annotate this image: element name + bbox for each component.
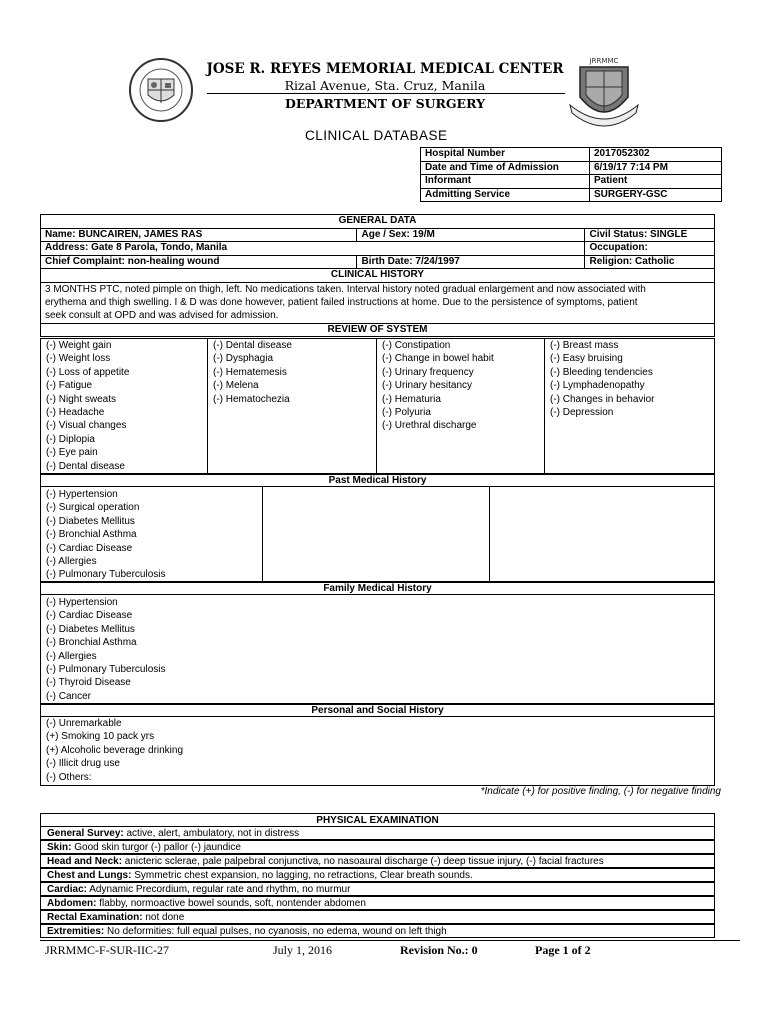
personal-social-history-heading: Personal and Social History [40,704,715,717]
psh-item: (-) Unremarkable [46,718,122,729]
admission-label: Date and Time of Admission [421,161,590,175]
religion: Religion: Catholic [585,255,715,269]
ros-item: (-) Lymphadenopathy [550,380,645,392]
fmh-item: (-) Hypertension [46,597,118,608]
physical-exam-heading: PHYSICAL EXAMINATION [40,813,715,827]
ros-item: (-) Hematemesis [213,366,287,378]
psh-item: (+) Smoking 10 pack yrs [46,731,155,743]
pe-label: General Survey: [47,828,124,839]
ros-item: (-) Dental disease [46,460,125,472]
footer-form-code: JRRMMC-F-SUR-IIC-27 [45,943,170,957]
admission-table [420,147,722,202]
pmh-item: (-) Bronchial Asthma [46,529,137,541]
ros-item: (-) Dental disease [213,340,292,351]
ros-item: (-) Easy bruising [550,353,623,365]
review-of-system-heading: REVIEW OF SYSTEM [41,323,715,337]
form-title: CLINICAL DATABASE [305,128,448,143]
psh-item: (-) Illicit drug use [46,758,120,770]
admission-label: Hospital Number [421,148,590,162]
footer-page: Page 1 of 2 [535,943,591,957]
ros-item: (-) Visual changes [46,420,127,432]
pe-value: Adynamic Precordium, regular rate and rhythm, no murmur [87,884,351,895]
ros-item: (-) Loss of appetite [46,366,130,378]
ros-item: (-) Change in bowel habit [382,353,494,365]
pe-label: Skin: [47,842,72,853]
ros-item: (-) Eye pain [46,447,98,459]
pmh-item: (-) Diabetes Mellitus [46,515,135,527]
ros-divider [544,338,545,474]
pe-row-skin [40,840,715,854]
general-data-heading: GENERAL DATA [41,215,715,229]
ros-item: (-) Urinary frequency [382,366,474,378]
admission-value: Patient [590,175,722,189]
patient-address: Address: Gate 8 Parola, Tondo, Manila [41,242,585,256]
pe-row-chest-lungs [40,868,715,882]
ros-divider [207,338,208,474]
admission-value: SURGERY-GSC [590,188,722,202]
clinical-history-line: erythema and thigh swelling. I & D was done however, patient failed instructions at home. Due to the persistence of symptoms, patient [45,296,638,308]
pmh-item: (-) Surgical operation [46,502,140,514]
institution-name: JOSE R. REYES MEMORIAL MEDICAL CENTER [206,61,564,77]
ros-item: (-) Melena [213,380,259,392]
pmh-item: (-) Hypertension [46,489,118,500]
occupation: Occupation: [585,242,715,256]
ros-item: (-) Weight gain [46,340,112,351]
fmh-item: (-) Bronchial Asthma [46,637,137,649]
pe-value: flabby, normoactive bowel sounds, soft, nontender abdomen [96,898,366,909]
ros-column-2 [213,339,292,406]
ros-item: (-) Breast mass [550,340,619,351]
pe-label: Rectal Examination: [47,912,143,923]
ros-divider [376,338,377,474]
ros-item: (-) Hematochezia [213,393,290,405]
pe-value: active, alert, ambulatory, not in distress [123,828,300,839]
fmh-item: (-) Diabetes Mellitus [46,623,135,635]
pe-row-general-survey [40,826,715,840]
pe-value: not done [142,912,185,923]
fmh-item: (-) Cardiac Disease [46,610,133,622]
clinical-history-heading: CLINICAL HISTORY [41,269,715,283]
patient-name: Name: BUNCAIREN, JAMES RAS [41,228,357,242]
fmh-item: (-) Allergies [46,650,97,662]
pmh-divider [262,486,263,582]
footer-rule [40,940,740,941]
pe-value: anicteric sclerae, pale palpebral conjunctiva, no nasoaural discharge (-) deep tissue injury, (-) facial fractures [122,856,604,867]
pe-row-cardiac [40,882,715,896]
admission-value: 6/19/17 7:14 PM [590,161,722,175]
ros-item: (-) Bleeding tendencies [550,366,653,378]
pe-value: Good skin turgor (-) pallor (-) jaundice [71,842,241,853]
ros-item: (-) Polyuria [382,406,431,418]
ros-item: (-) Hematuria [382,393,441,405]
admission-value: 2017052302 [590,148,722,162]
ros-item: (-) Night sweats [46,393,117,405]
pe-label: Head and Neck: [47,856,123,867]
svg-text:JRRMMC: JRRMMC [589,57,619,65]
civil-status: Civil Status: SINGLE [585,228,715,242]
ros-item: (-) Urethral discharge [382,420,477,432]
pe-row-rectal [40,910,715,924]
pe-label: Extremities: [47,926,105,937]
past-medical-history-heading: Past Medical History [40,474,715,487]
ros-item: (-) Diplopia [46,433,95,445]
fmh-list [46,596,165,703]
ros-item: (-) Depression [550,406,614,418]
chief-complaint: Chief Complaint: non-healing wound [41,255,357,269]
pe-row-abdomen [40,896,715,910]
pmh-divider [489,486,490,582]
birth-date: Birth Date: 7/24/1997 [357,255,585,269]
admission-label: Admitting Service [421,188,590,202]
pe-label: Abdomen: [47,898,97,909]
ros-item: (-) Changes in behavior [550,393,655,405]
ros-item: (-) Headache [46,406,105,418]
finding-note: *Indicate (+) for positive finding, (-) for negative finding [480,786,721,797]
ros-item: (-) Urinary hesitancy [382,380,473,392]
ros-item: (-) Dysphagia [213,353,274,365]
ros-column-3 [382,339,494,433]
institution-address: Rizal Avenue, Sta. Cruz, Manila [284,78,486,93]
fmh-item: (-) Cancer [46,690,92,702]
clinical-history-line: seek consult at OPD and was advised for admission. [45,310,279,322]
pmh-list [46,488,165,582]
ros-column-4 [550,339,655,419]
ros-item: (-) Weight loss [46,353,111,365]
family-medical-history-heading: Family Medical History [40,582,715,595]
psh-item: (-) Others: [46,771,92,783]
pmh-item: (-) Pulmonary Tuberculosis [46,569,166,581]
header-rule [207,93,565,94]
ros-item: (-) Constipation [382,340,451,351]
fmh-item: (-) Pulmonary Tuberculosis [46,663,166,675]
pmh-item: (-) Allergies [46,555,97,567]
pe-label: Chest and Lungs: [47,870,132,881]
pe-value: Symmetric chest expansion, no lagging, no retractions, Clear breath sounds. [131,870,473,881]
ros-item: (-) Fatigue [46,380,93,392]
fmh-item: (-) Thyroid Disease [46,677,131,689]
clinical-history-text [41,282,715,323]
department-name: DEPARTMENT OF SURGERY [284,96,486,111]
psh-list [46,717,183,784]
psh-item: (+) Alcoholic beverage drinking [46,744,184,756]
admission-label: Informant [421,175,590,189]
pe-label: Cardiac: [47,884,88,895]
pe-row-head-neck [40,854,715,868]
clinical-history-line: 3 MONTHS PTC, noted pimple on thigh, left. No medications taken. Interval history noted gradual enlargement and now associated with [45,283,646,295]
ros-column-1 [46,339,129,473]
footer-date: July 1, 2016 [273,943,333,957]
age-sex: Age / Sex: 19/M [357,228,585,242]
footer-revision: Revision No.: 0 [400,943,478,957]
pe-row-extremities [40,924,715,938]
general-data-table [40,214,715,337]
pmh-item: (-) Cardiac Disease [46,542,133,554]
pe-value: No deformities: full equal pulses, no cyanosis, no edema, wound on left thigh [104,926,447,937]
